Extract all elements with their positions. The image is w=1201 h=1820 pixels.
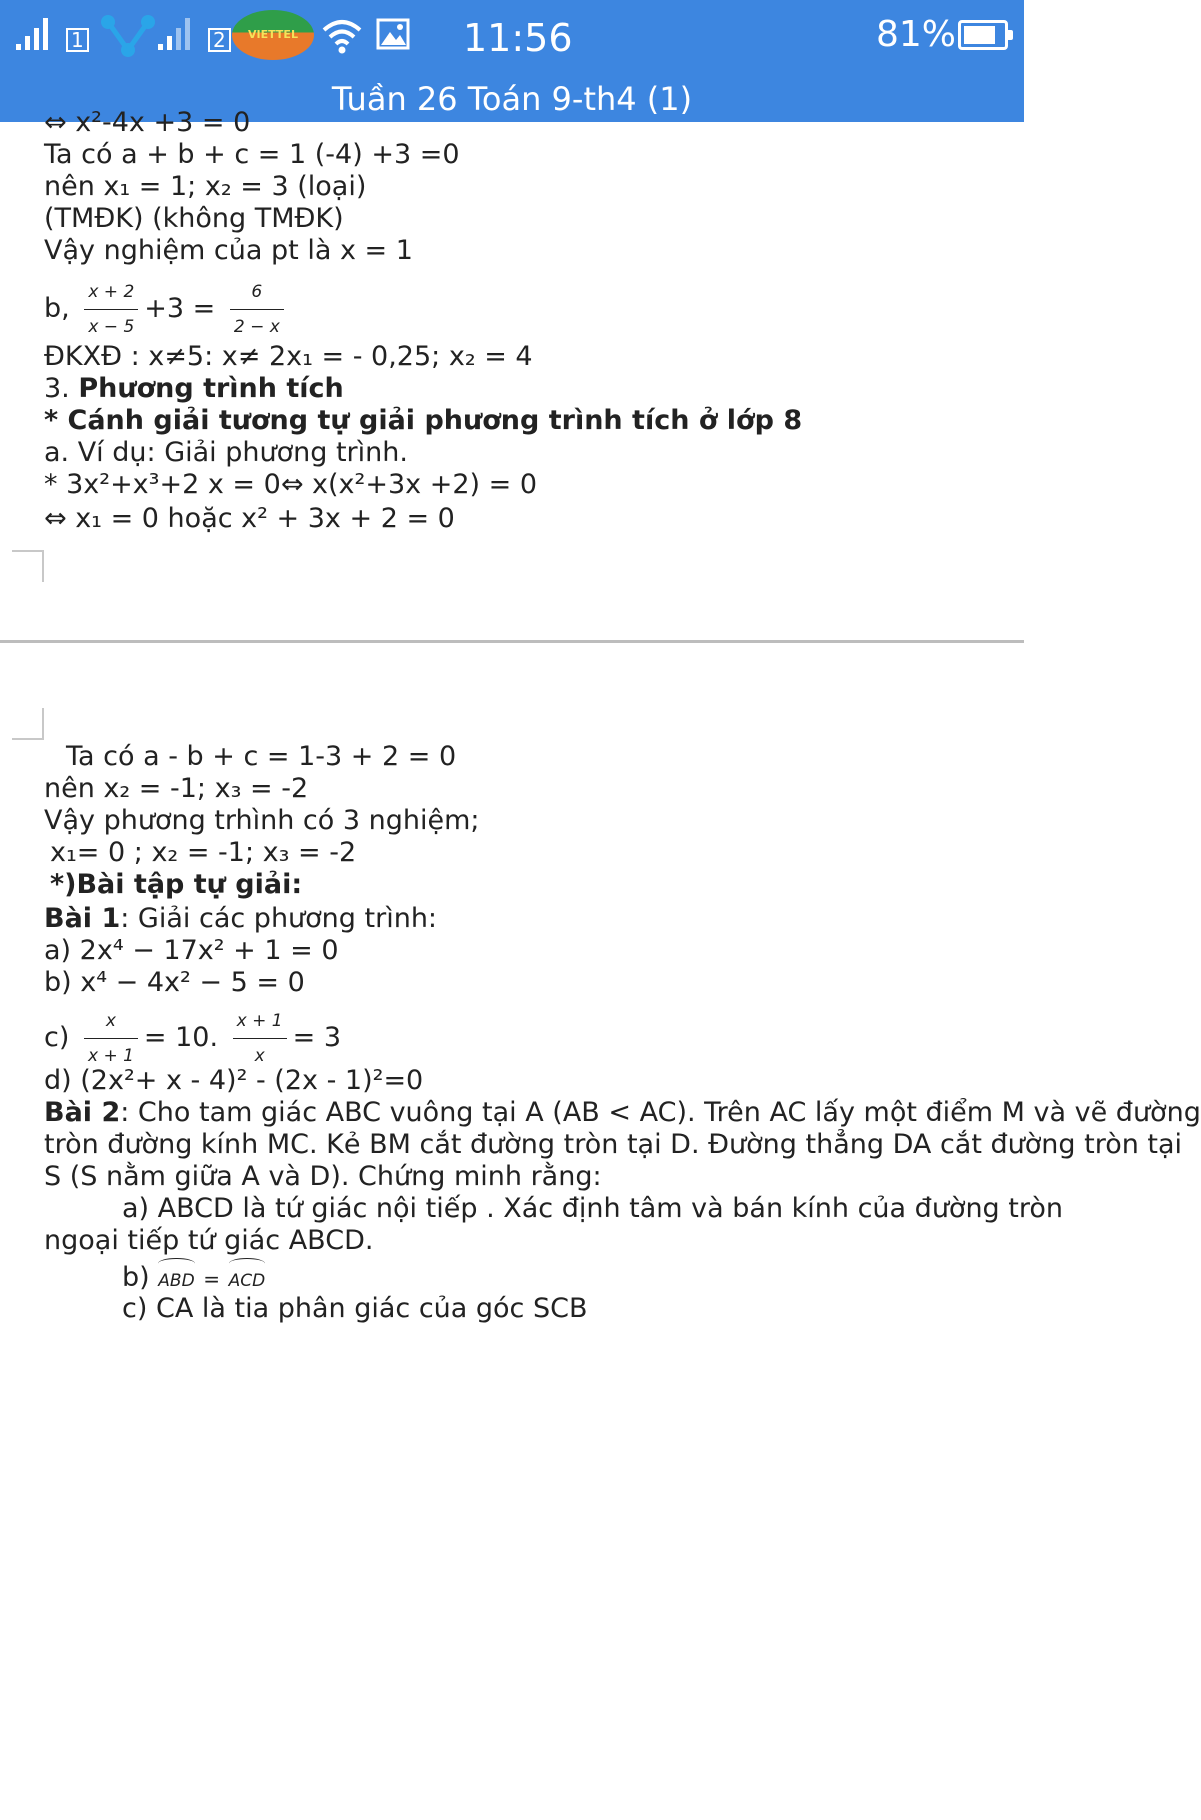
doc-line-bold: * Cánh giải tương tự giải phương trình tích ở lớp 8 — [44, 405, 803, 436]
page-corner-mark — [12, 708, 44, 740]
section-heading — [44, 374, 344, 404]
equation-b — [44, 277, 290, 342]
equation-c — [44, 1006, 341, 1071]
equation-c-end: = 3 — [292, 1022, 341, 1053]
arc-abd: ABD — [158, 1258, 194, 1296]
fraction-denominator: x + 1 — [87, 1046, 134, 1066]
fraction-numerator: x + 2 — [84, 277, 138, 310]
carrier-logo — [232, 10, 314, 60]
fraction — [230, 277, 284, 342]
fraction — [233, 1006, 287, 1071]
equation-b-mid: +3 = — [144, 293, 216, 324]
doc-line: nên x₂ = -1; x₃ = -2 — [44, 773, 309, 804]
exercise-2-line-1 — [44, 1098, 1201, 1128]
fraction-numerator: x + 1 — [233, 1006, 287, 1039]
exercise-2-text: : Cho tam giác ABC vuông tại A (AB < AC). Trên AC lấy một điểm M và vẽ đường — [120, 1097, 1201, 1128]
equation-b-prefix: b, — [44, 293, 70, 324]
exercise-1-text: : Giải các phương trình: — [120, 903, 438, 934]
equation-c-mid: = 10. — [143, 1022, 219, 1053]
doc-line: ngoại tiếp tứ giác ABCD. — [44, 1225, 374, 1256]
wifi-icon — [320, 16, 364, 56]
section-title: Phương trình tích — [78, 373, 344, 404]
doc-line: ĐKXĐ : x≠5: x≠ 2x₁ = - 0,25; x₂ = 4 — [44, 341, 533, 372]
doc-line: * 3x²+x³+2 x = 0⇔ x(x²+3x +2) = 0 — [44, 469, 538, 500]
doc-line: nên x₁ = 1; x₂ = 3 (loại) — [44, 171, 367, 202]
doc-line: Vậy phương trhình có 3 nghiệm; — [44, 805, 480, 836]
signal-icon-sim2 — [156, 14, 206, 54]
clock: 11:56 — [463, 16, 573, 60]
doc-line: x₁= 0 ; x₂ = -1; x₃ = -2 — [50, 837, 357, 868]
fraction — [84, 1006, 138, 1071]
exercise-1-title — [44, 904, 437, 934]
sim2-label: 2 — [208, 28, 231, 52]
doc-line: Ta có a - b + c = 1-3 + 2 = 0 — [66, 741, 457, 772]
sim1-label: 1 — [66, 28, 89, 52]
exercise-2-b-prefix: b) — [122, 1262, 150, 1293]
battery-percent: 81% — [876, 14, 957, 55]
battery-icon — [958, 20, 1008, 50]
document-title: Tuần 26 Toán 9-th4 (1) — [331, 80, 693, 118]
doc-line: (TMĐK) (không TMĐK) — [44, 203, 344, 234]
doc-line: ⇔ x₁ = 0 hoặc x² + 3x + 2 = 0 — [44, 503, 455, 534]
equals-sign: = — [203, 1267, 221, 1291]
doc-line: b) x⁴ − 4x² − 5 = 0 — [44, 967, 305, 998]
page-separator — [0, 640, 1024, 643]
doc-line: d) (2x²+ x - 4)² - (2x - 1)²=0 — [44, 1065, 424, 1096]
signal-icon-sim1 — [14, 14, 64, 54]
fraction-denominator: x − 5 — [88, 317, 135, 337]
document-viewer[interactable] — [0, 107, 1201, 1820]
fraction — [84, 277, 138, 342]
image-icon — [376, 18, 410, 50]
doc-line: a) 2x⁴ − 17x² + 1 = 0 — [44, 935, 339, 966]
doc-line: S (S nằm giữa A và D). Chứng minh rằng: — [44, 1161, 602, 1192]
network-share-icon — [98, 10, 158, 60]
doc-line: tròn đường kính MC. Kẻ BM cắt đường tròn tại D. Đường thẳng DA cắt đường tròn tại — [44, 1129, 1183, 1160]
fraction-denominator: x — [254, 1046, 265, 1066]
doc-line-cut-top: ⇔ x²-4x +3 = 0 — [44, 107, 251, 138]
battery-fill — [964, 26, 995, 44]
status-bar — [0, 0, 1024, 76]
page-corner-mark — [12, 550, 44, 582]
doc-line: Ta có a + b + c = 1 (-4) +3 =0 — [44, 139, 460, 170]
arc-acd: ACD — [229, 1258, 266, 1296]
exercise-2-b — [122, 1258, 265, 1296]
equation-c-prefix: c) — [44, 1022, 70, 1053]
carrier-logo-text: VIETTEL — [248, 28, 298, 41]
doc-line: Vậy nghiệm của pt là x = 1 — [44, 235, 413, 266]
exercise-1-label: Bài 1 — [44, 903, 121, 934]
doc-line: c) CA là tia phân giác của góc SCB — [122, 1293, 588, 1324]
exercise-heading: *)Bài tập tự giải: — [50, 869, 303, 900]
fraction-numerator: 6 — [230, 277, 284, 310]
doc-line: a) ABCD là tứ giác nội tiếp . Xác định tâm và bán kính của đường tròn — [122, 1193, 1064, 1224]
section-number: 3. — [44, 373, 79, 404]
doc-line: a. Ví dụ: Giải phương trình. — [44, 437, 408, 468]
fraction-denominator: 2 − x — [233, 317, 280, 337]
exercise-2-label: Bài 2 — [44, 1097, 121, 1128]
fraction-numerator: x — [84, 1006, 138, 1039]
